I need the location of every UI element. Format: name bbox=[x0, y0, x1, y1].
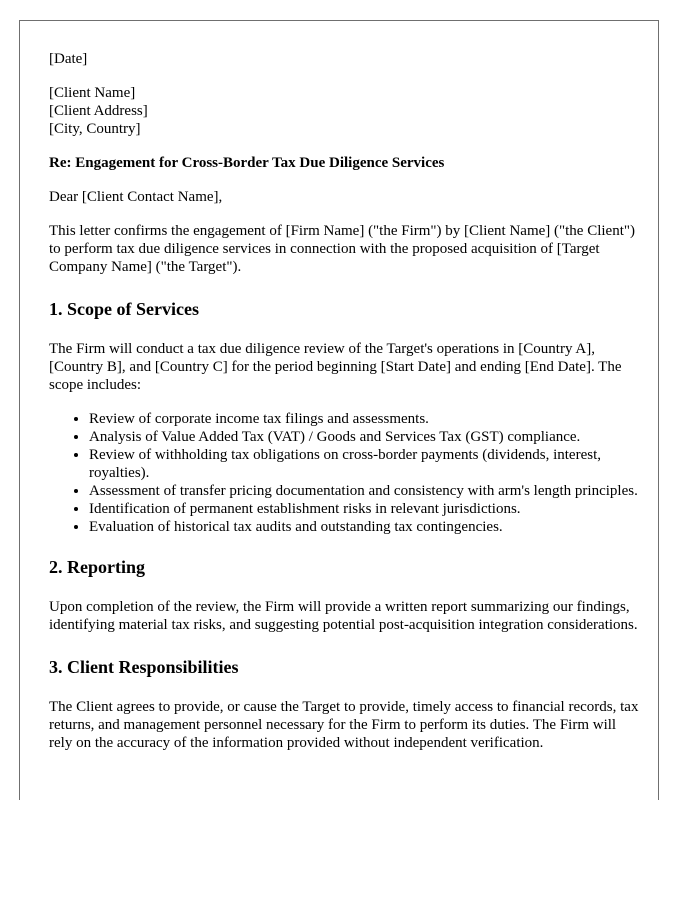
scope-list-item: • Identification of permanent establishment risks in relevant jurisdictions. bbox=[89, 500, 639, 518]
scope-list-item: • Analysis of Value Added Tax (VAT) / Goods and Services Tax (GST) compliance. bbox=[89, 428, 639, 446]
letter-date: [Date] bbox=[49, 51, 88, 67]
scope-list-item: • Review of corporate income tax filings and assessments. bbox=[89, 410, 639, 428]
scope-list-item: • Evaluation of historical tax audits and outstanding tax contingencies. bbox=[89, 518, 639, 536]
section-heading-scope: 1. Scope of Services bbox=[49, 299, 199, 319]
client-name: [Client Name] bbox=[49, 85, 136, 101]
section-heading-reporting: 2. Reporting bbox=[49, 557, 145, 577]
letter-body bbox=[49, 50, 639, 768]
letter-subject: Re: Engagement for Cross-Border Tax Due Diligence Services bbox=[49, 155, 445, 171]
section-text-client-responsibilities: The Client agrees to provide, or cause the Target to provide, timely access to financial records, tax returns, and management personnel necessary for the Firm to perform its duties. The Firm will rely on the accuracy of the information provided without independent verification. bbox=[49, 699, 639, 751]
client-address-block bbox=[49, 84, 639, 138]
section-text-scope: The Firm will conduct a tax due diligence review of the Target's operations in [Country A], [Country B], and [Country C] for the period beginning [Start Date] and ending [End Date]. The scope includes: bbox=[49, 341, 622, 393]
client-city: [City, Country] bbox=[49, 121, 141, 137]
section-text-reporting: Upon completion of the review, the Firm will provide a written report summarizing our findings, identifying material tax risks, and suggesting potential post-acquisition integration considerations. bbox=[49, 599, 638, 633]
letter-greeting: Dear [Client Contact Name], bbox=[49, 189, 223, 205]
letter-intro: This letter confirms the engagement of [Firm Name] ("the Firm") by [Client Name] ("the Client") to perform tax due diligence services in connection with the proposed acquisition of [Target Company Name] ("the Target"). bbox=[49, 223, 635, 275]
section-heading-client-responsibilities: 3. Client Responsibilities bbox=[49, 657, 239, 677]
scope-list-item: • Review of withholding tax obligations on cross-border payments (dividends, interest, royalties). bbox=[89, 446, 639, 482]
letter-page bbox=[19, 20, 659, 800]
client-address: [Client Address] bbox=[49, 103, 148, 119]
scope-list-item: • Assessment of transfer pricing documentation and consistency with arm's length principles. bbox=[89, 482, 639, 500]
scope-list bbox=[49, 410, 639, 536]
